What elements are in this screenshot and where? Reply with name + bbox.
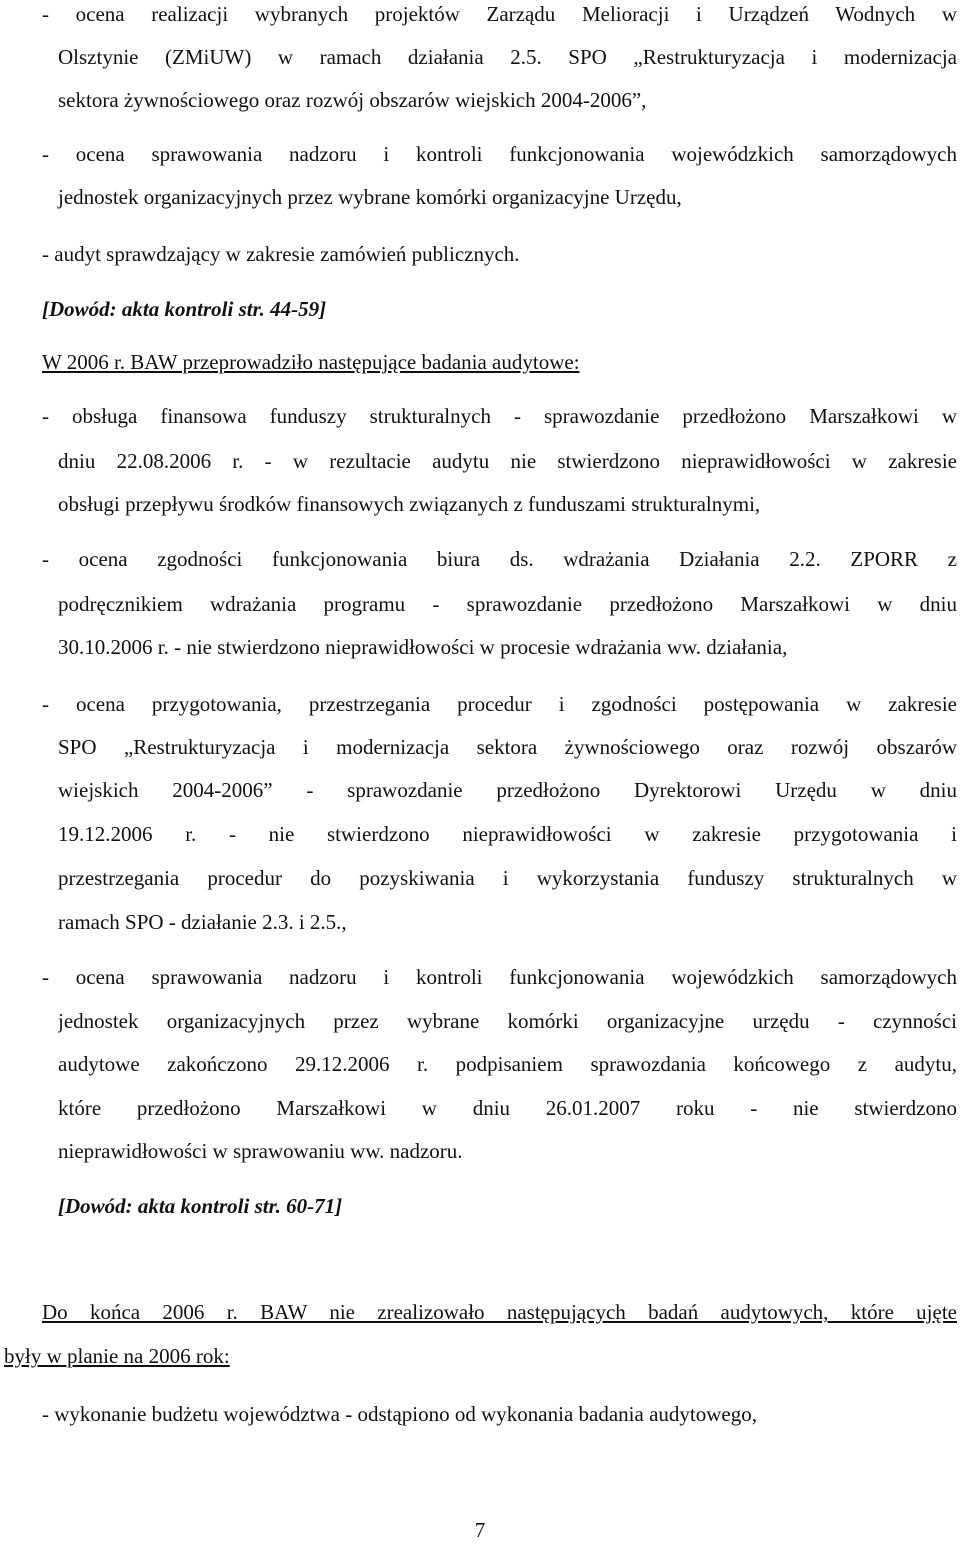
page-number: 7 — [474, 1518, 486, 1542]
section-heading — [0, 347, 960, 377]
line-text: - ocena sprawowania nadzoru i kontroli funkcjonowania wojewódzkich samorządowych — [42, 142, 957, 166]
line-text: audytowe zakończono 29.12.2006 r. podpisaniem sprawozdania końcowego z audytu, — [58, 1052, 957, 1076]
evidence-text: [Dowód: akta kontroli str. 44-59] — [42, 297, 327, 321]
line-text: przestrzegania procedur do pozyskiwania i wykorzystania funduszy strukturalnych w — [58, 866, 957, 890]
paragraph-line — [0, 632, 960, 662]
paragraph-line — [0, 42, 960, 72]
line-text: dniu 22.08.2006 r. - w rezultacie audytu nie stwierdzono nieprawidłowości w zakresie — [58, 449, 957, 473]
paragraph-line — [0, 139, 960, 169]
line-text: ramach SPO - działanie 2.3. i 2.5., — [58, 910, 347, 934]
line-text: sektora żywnościowego oraz rozwój obszarów wiejskich 2004-2006”, — [58, 88, 647, 112]
evidence-reference — [0, 1191, 960, 1221]
line-text: SPO „Restrukturyzacja i modernizacja sektora żywnościowego oraz rozwój obszarów — [58, 735, 957, 759]
evidence-reference — [0, 294, 960, 324]
line-text: które przedłożono Marszałkowi w dniu 26.01.2007 roku - nie stwierdzono — [58, 1096, 957, 1120]
paragraph-line — [0, 732, 960, 762]
paragraph-line — [0, 775, 960, 805]
paragraph-line — [0, 182, 960, 212]
line-text: - ocena zgodności funkcjonowania biura ds. wdrażania Działania 2.2. ZPORR z — [42, 547, 957, 571]
paragraph-line — [0, 863, 960, 893]
line-text: jednostek organizacyjnych przez wybrane komórki organizacyjne Urzędu, — [58, 185, 682, 209]
line-text: 30.10.2006 r. - nie stwierdzono nieprawidłowości w procesie wdrażania ww. działania, — [58, 635, 788, 659]
line-text: - obsługa finansowa funduszy strukturalnych - sprawozdanie przedłożono Marszałkowi w — [42, 404, 957, 428]
line-text: wiejskich 2004-2006” - sprawozdanie przedłożono Dyrektorowi Urzędu w dniu — [58, 778, 957, 802]
paragraph-line — [0, 1049, 960, 1079]
paragraph-line — [0, 589, 960, 619]
heading-text: były w planie na 2006 rok: — [4, 1344, 230, 1368]
paragraph-line — [0, 544, 960, 574]
paragraph-line — [0, 0, 960, 29]
paragraph-line — [0, 446, 960, 476]
paragraph-line — [0, 1093, 960, 1123]
evidence-text: [Dowód: akta kontroli str. 60-71] — [58, 1194, 343, 1218]
line-text: - audyt sprawdzający w zakresie zamówień publicznych. — [42, 242, 520, 266]
line-text: nieprawidłowości w sprawowaniu ww. nadzoru. — [58, 1139, 463, 1163]
line-text: - ocena realizacji wybranych projektów Zarządu Melioracji i Urządzeń Wodnych w — [42, 2, 957, 26]
paragraph-line — [0, 1006, 960, 1036]
line-text: - wykonanie budżetu województwa - odstąpiono od wykonania badania audytowego, — [42, 1402, 757, 1426]
paragraph-line — [0, 962, 960, 992]
line-text: 19.12.2006 r. - nie stwierdzono nieprawidłowości w zakresie przygotowania i — [58, 822, 957, 846]
paragraph-line — [0, 85, 960, 115]
line-text: - ocena przygotowania, przestrzegania procedur i zgodności postępowania w zakresie — [42, 692, 957, 716]
paragraph-line — [0, 489, 960, 519]
heading-text: Do końca 2006 r. BAW nie zrealizowało następujących badań audytowych, które ujęte — [42, 1300, 957, 1324]
line-text: - ocena sprawowania nadzoru i kontroli funkcjonowania wojewódzkich samorządowych — [42, 965, 957, 989]
paragraph-line — [0, 239, 960, 269]
paragraph-line — [0, 907, 960, 937]
line-text: podręcznikiem wdrażania programu - sprawozdanie przedłożono Marszałkowi w dniu — [58, 592, 957, 616]
line-text: Olsztynie (ZMiUW) w ramach działania 2.5. SPO „Restrukturyzacja i modernizacja — [58, 45, 957, 69]
line-text: jednostek organizacyjnych przez wybrane komórki organizacyjne urzędu - czynności — [58, 1009, 957, 1033]
section-heading — [0, 1297, 960, 1327]
line-text: obsługi przepływu środków finansowych związanych z funduszami strukturalnymi, — [58, 492, 761, 516]
section-heading — [0, 1341, 960, 1371]
heading-text: W 2006 r. BAW przeprowadziło następujące badania audytowe: — [42, 350, 580, 374]
paragraph-line — [0, 401, 960, 431]
paragraph-line — [0, 1136, 960, 1166]
paragraph-line — [0, 1399, 960, 1429]
paragraph-line — [0, 689, 960, 719]
paragraph-line — [0, 819, 960, 849]
